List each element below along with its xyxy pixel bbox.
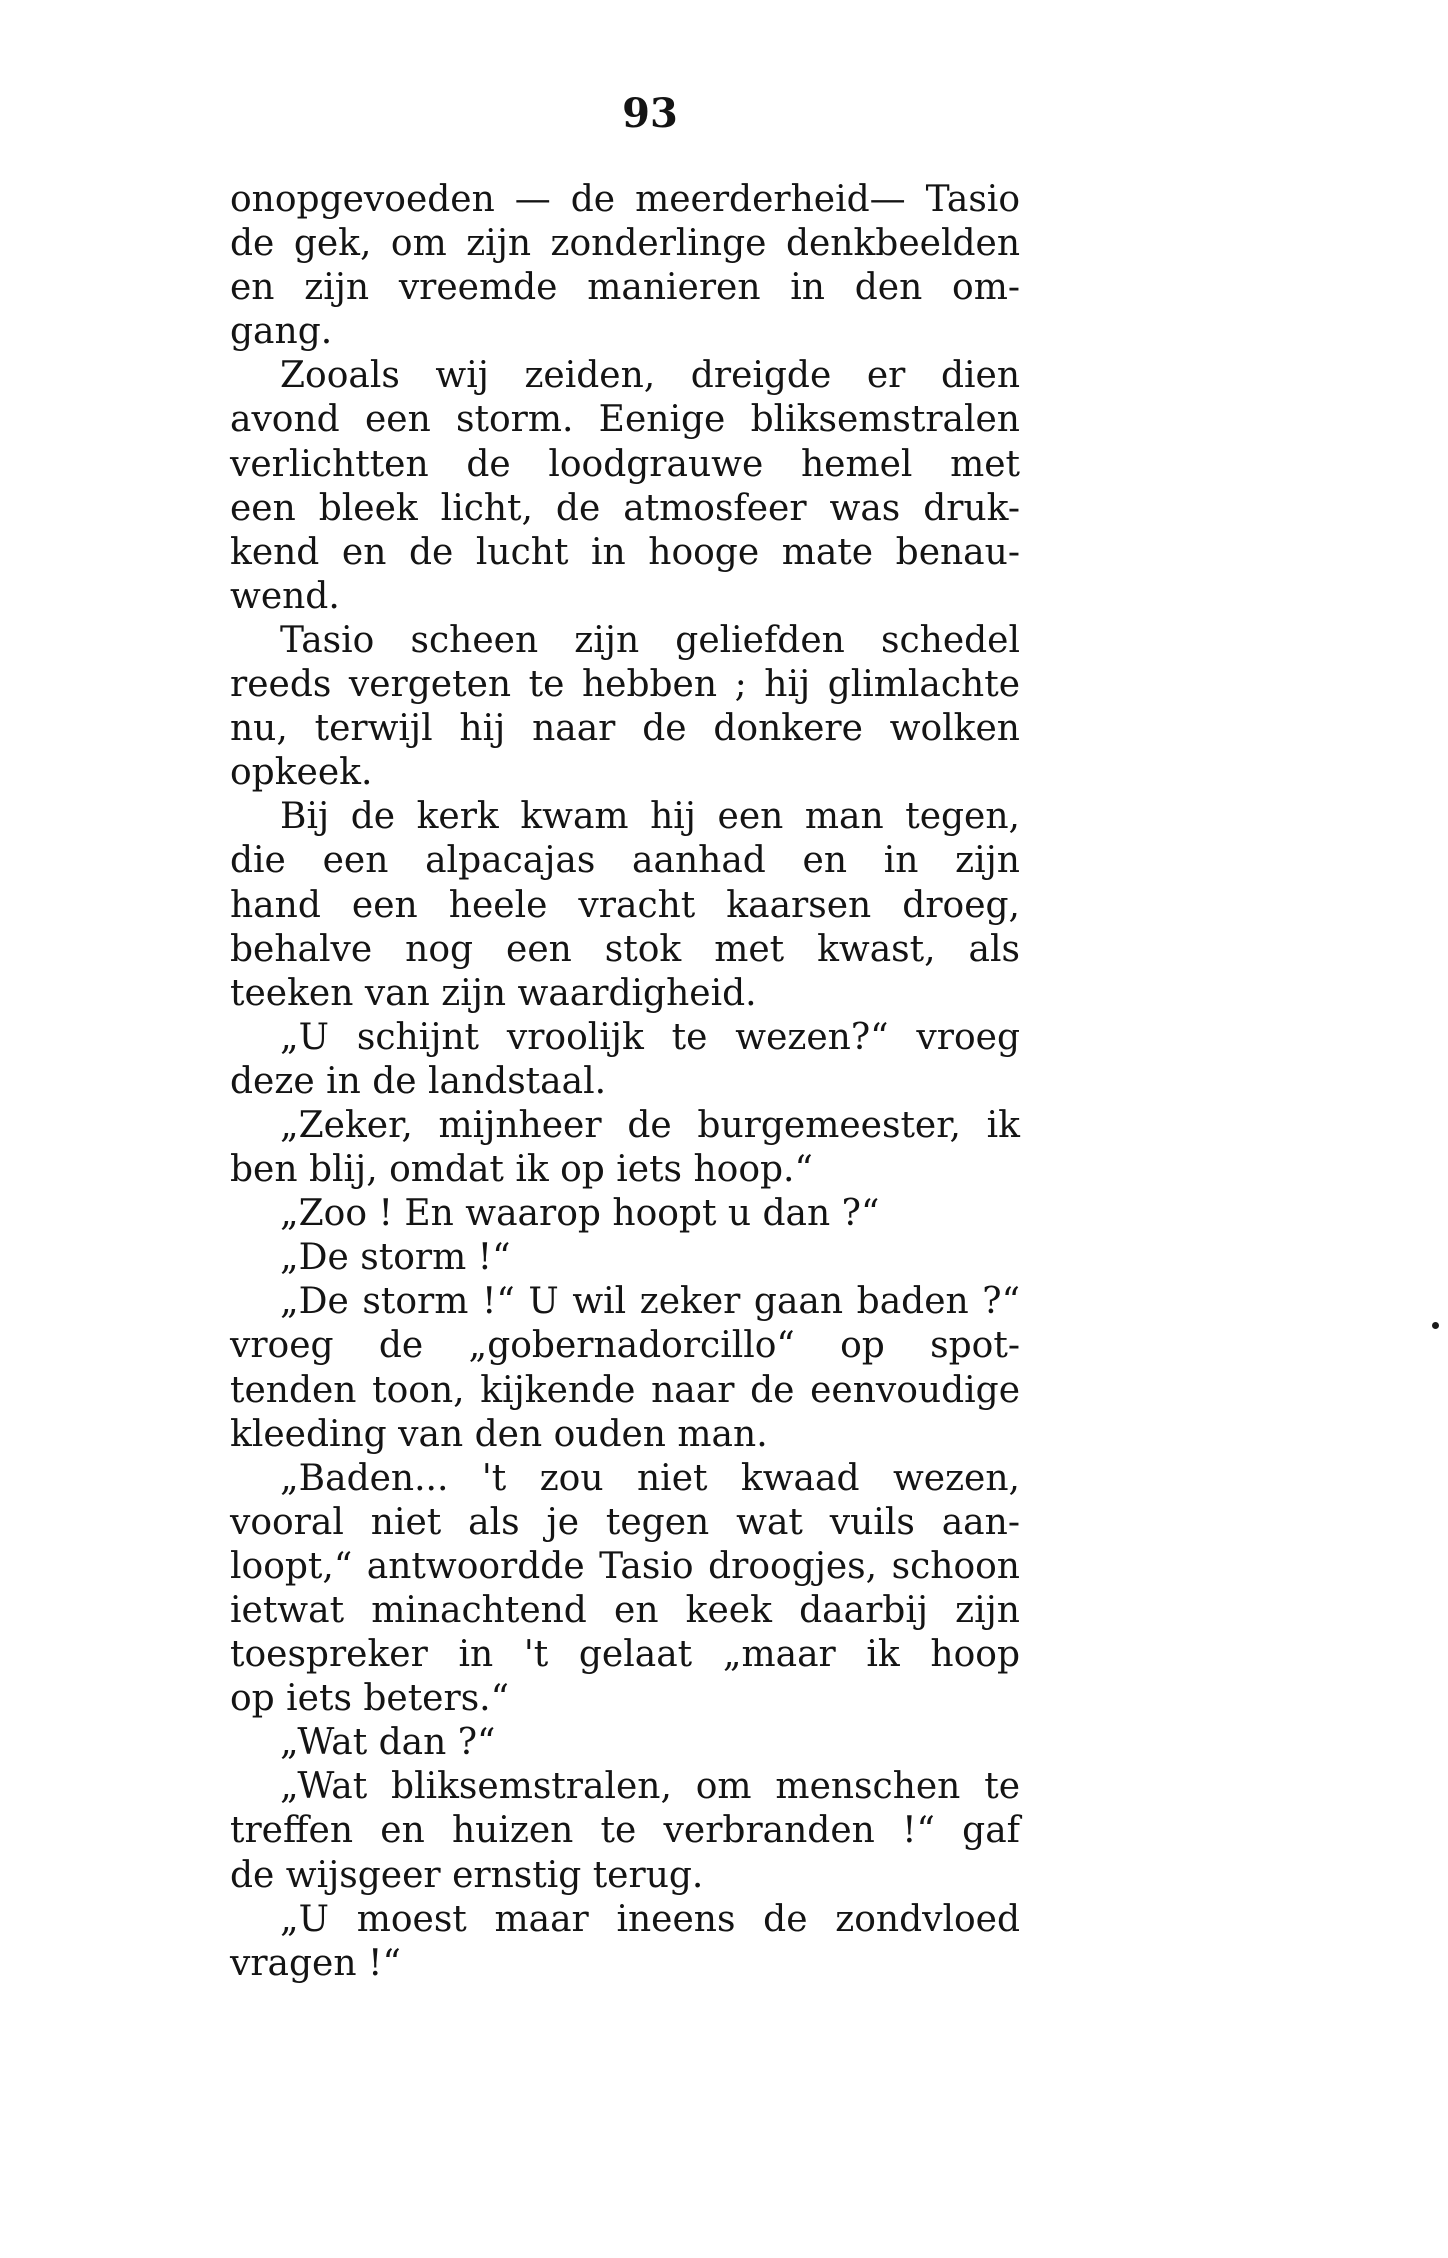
- text-line: hand een heele vracht kaarsen droeg,: [230, 884, 1020, 926]
- text-line: en zijn vreemde manieren in den om-: [230, 267, 1020, 309]
- text-line: de gek, om zijn zonderlinge denkbeelden: [230, 223, 1020, 265]
- text-line: „Wat dan ?“: [280, 1722, 496, 1764]
- text-line: een bleek licht, de atmosfeer was druk-: [230, 487, 1020, 529]
- text-line: toespreker in 't gelaat „maar ik hoop: [230, 1634, 1020, 1676]
- text-line: vragen !“: [230, 1942, 401, 1984]
- text-line: „De storm !“ U wil zeker gaan baden ?“: [280, 1281, 1020, 1323]
- text-line: „U moest maar ineens de zondvloed: [280, 1898, 1020, 1940]
- text-line: gang.: [230, 311, 333, 353]
- text-line: op iets beters.“: [230, 1678, 510, 1720]
- text-line: behalve nog een stok met kwast, als: [230, 928, 1020, 970]
- text-line: „Zeker, mijnheer de burgemeester, ik: [280, 1104, 1020, 1146]
- text-line: kleeding van den ouden man.: [230, 1413, 768, 1455]
- text-line: „Wat bliksemstralen, om menschen te: [280, 1766, 1020, 1808]
- text-line: teeken van zijn waardigheid.: [230, 972, 757, 1014]
- text-line: avond een storm. Eenige bliksemstralen: [230, 399, 1020, 441]
- text-line: de wijsgeer ernstig terug.: [230, 1854, 704, 1896]
- text-line: ietwat minachtend en keek daarbij zijn: [230, 1590, 1020, 1631]
- text-line: Bij de kerk kwam hij een man tegen,: [280, 796, 1020, 838]
- text-line: onopgevoeden — de meerderheid— Tasio: [230, 179, 1020, 220]
- text-line: wend.: [230, 575, 340, 617]
- text-line: treffen en huizen te verbranden !“ gaf: [230, 1810, 1020, 1852]
- text-line: vooral niet als je tegen wat vuils aan-: [230, 1501, 1020, 1543]
- text-line: „Zoo ! En waarop hoopt u dan ?“: [280, 1193, 880, 1235]
- body-text: [230, 178, 1020, 1986]
- text-line: tenden toon, kijkende naar de eenvoudige: [230, 1369, 1020, 1411]
- text-line: „U schijnt vroolijk te wezen?“ vroeg: [280, 1016, 1020, 1058]
- text-line: deze in de landstaal.: [230, 1060, 607, 1102]
- text-line: Tasio scheen zijn geliefden schedel: [280, 619, 1020, 661]
- text-line: reeds vergeten te hebben ; hij glimlachte: [230, 664, 1020, 706]
- text-line: loopt,“ antwoordde Tasio droogjes, schoon: [230, 1545, 1020, 1587]
- text-line: verlichtten de loodgrauwe hemel met: [230, 443, 1020, 485]
- text-line: opkeek.: [230, 752, 373, 794]
- text-line: ben blij, omdat ik op iets hoop.“: [230, 1149, 813, 1191]
- page-number: 93: [622, 90, 678, 137]
- text-line: nu, terwijl hij naar de donkere wolken: [230, 708, 1020, 750]
- text-line: kend en de lucht in hooge mate benau-: [230, 531, 1020, 573]
- text-line: „De storm !“: [280, 1237, 511, 1279]
- text-line: die een alpacajas aanhad en in zijn: [230, 840, 1020, 882]
- print-speck: [1432, 1322, 1439, 1329]
- text-line: „Baden... 't zou niet kwaad wezen,: [280, 1457, 1020, 1499]
- text-line: Zooals wij zeiden, dreigde er dien: [280, 355, 1020, 397]
- text-line: vroeg de „gobernadorcillo“ op spot-: [230, 1325, 1020, 1367]
